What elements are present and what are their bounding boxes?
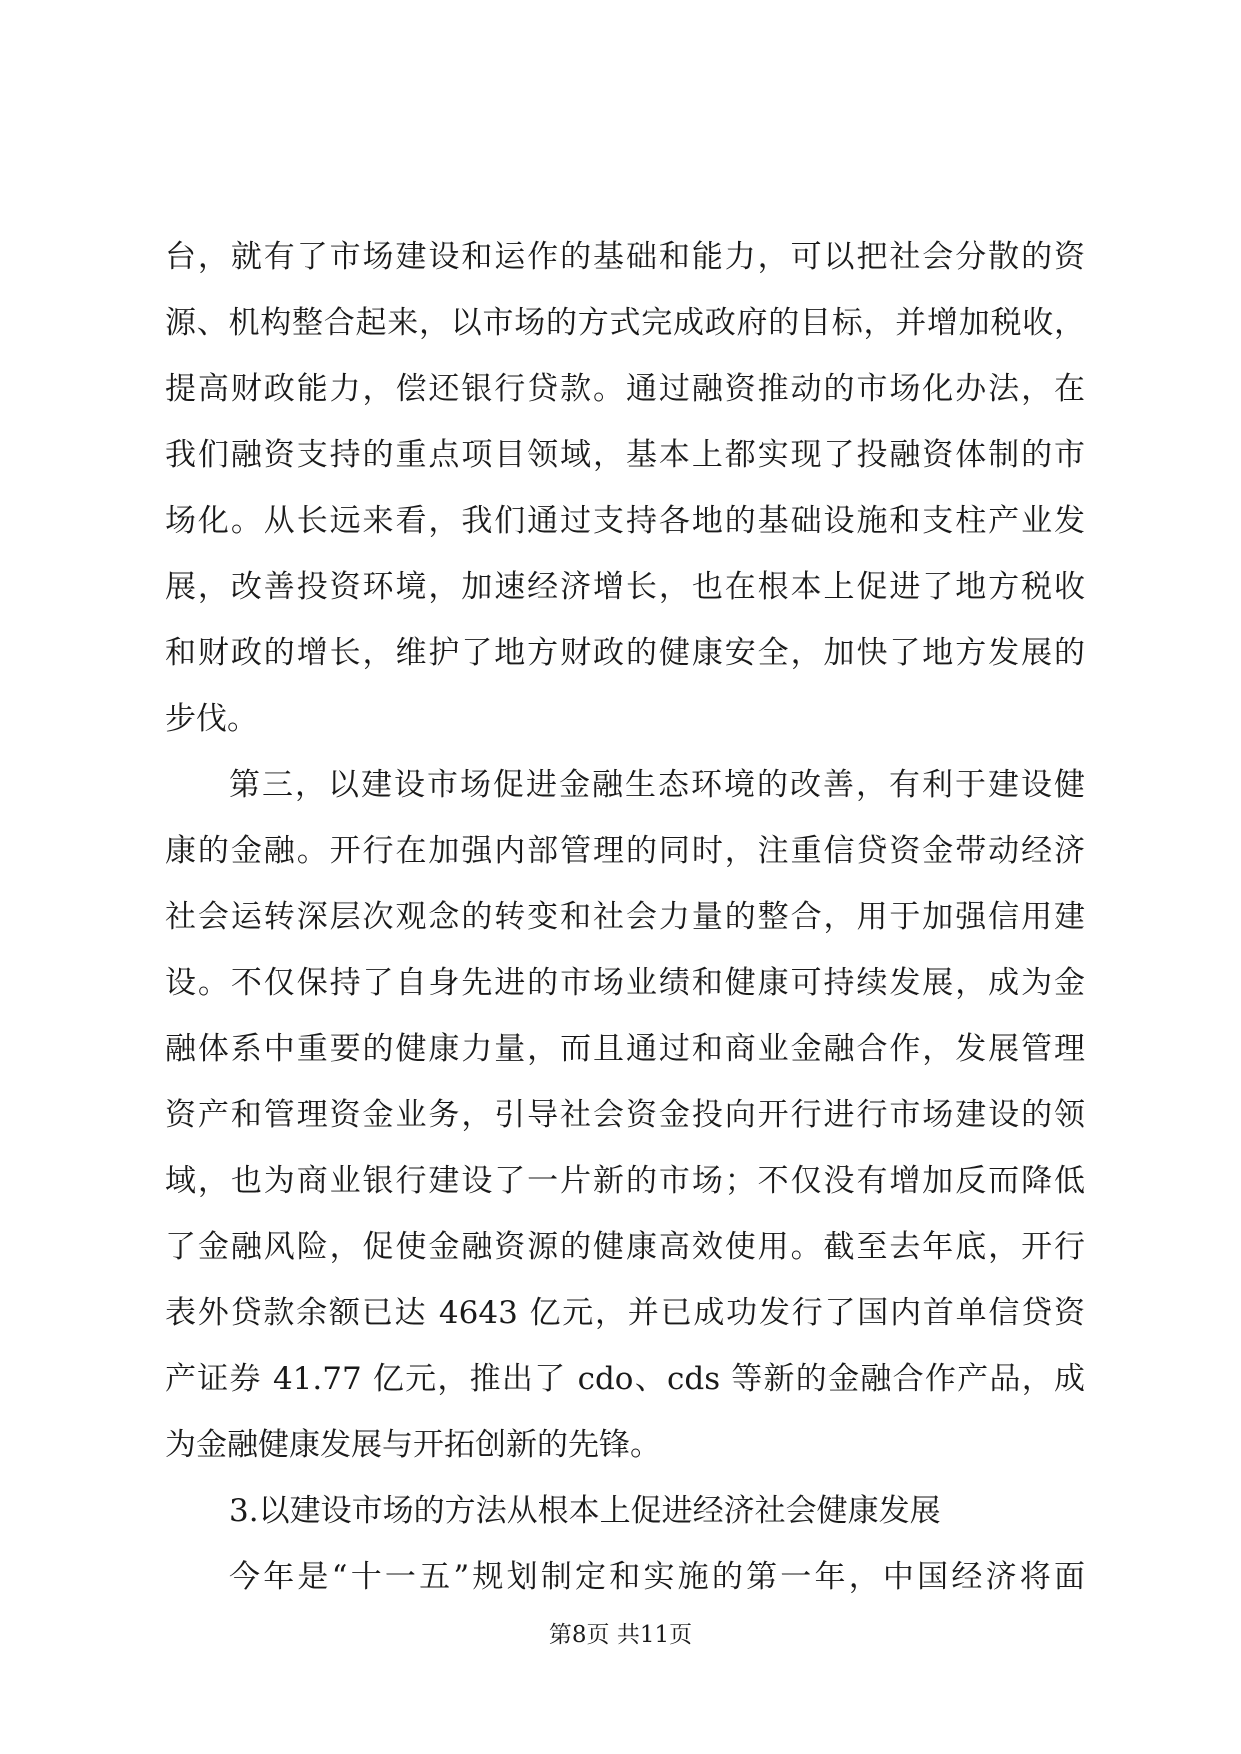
document-body [165, 224, 1085, 1610]
text-line: 康的金融。开行在加强内部管理的同时，注重信贷资金带动经济 [165, 833, 1085, 869]
text-line: 为金融健康发展与开拓创新的先锋。 [165, 1427, 661, 1463]
text-line: 和财政的增长，维护了地方财政的健康安全，加快了地方发展的 [165, 635, 1085, 671]
section-heading [165, 1478, 1085, 1544]
text-line: 社会运转深层次观念的转变和社会力量的整合，用于加强信用建 [165, 899, 1085, 935]
text-line: 设。不仅保持了自身先进的市场业绩和健康可持续发展，成为金 [165, 965, 1085, 1001]
text-line: 产证券 41.77 亿元，推出了 cdo、cds 等新的金融合作产品，成 [165, 1361, 1085, 1397]
paragraph [165, 1544, 1085, 1610]
text-line: 今年是“十一五”规划制定和实施的第一年，中国经济将面 [229, 1559, 1085, 1595]
text-line: 了金融风险，促使金融资源的健康高效使用。截至去年底，开行 [165, 1229, 1085, 1265]
paragraph [165, 752, 1085, 1478]
paragraph [165, 224, 1085, 752]
text-line: 展，改善投资环境，加速经济增长，也在根本上促进了地方税收 [165, 569, 1085, 605]
text-line: 提高财政能力，偿还银行贷款。通过融资推动的市场化办法，在 [165, 371, 1085, 407]
text-line: 域，也为商业银行建设了一片新的市场；不仅没有增加反而降低 [165, 1163, 1085, 1199]
text-line: 资产和管理资金业务，引导社会资金投向开行进行市场建设的领 [165, 1097, 1085, 1133]
text-line: 步伐。 [165, 701, 258, 737]
page-number-footer: 第8页 共11页 [548, 1622, 693, 1648]
text-line: 融体系中重要的健康力量，而且通过和商业金融合作，发展管理 [165, 1031, 1085, 1067]
text-line: 场化。从长远来看，我们通过支持各地的基础设施和支柱产业发 [165, 503, 1085, 539]
text-line: 第三，以建设市场促进金融生态环境的改善，有利于建设健 [229, 767, 1085, 803]
text-line: 源、机构整合起来，以市场的方式完成政府的目标，并增加税收， [165, 305, 1085, 341]
text-line: 表外贷款余额已达 4643 亿元，并已成功发行了国内首单信贷资 [165, 1295, 1085, 1331]
text-line: 台，就有了市场建设和运作的基础和能力，可以把社会分散的资 [165, 239, 1085, 275]
text-line: 3.以建设市场的方法从根本上促进经济社会健康发展 [229, 1493, 941, 1529]
text-line: 我们融资支持的重点项目领域，基本上都实现了投融资体制的市 [165, 437, 1085, 473]
